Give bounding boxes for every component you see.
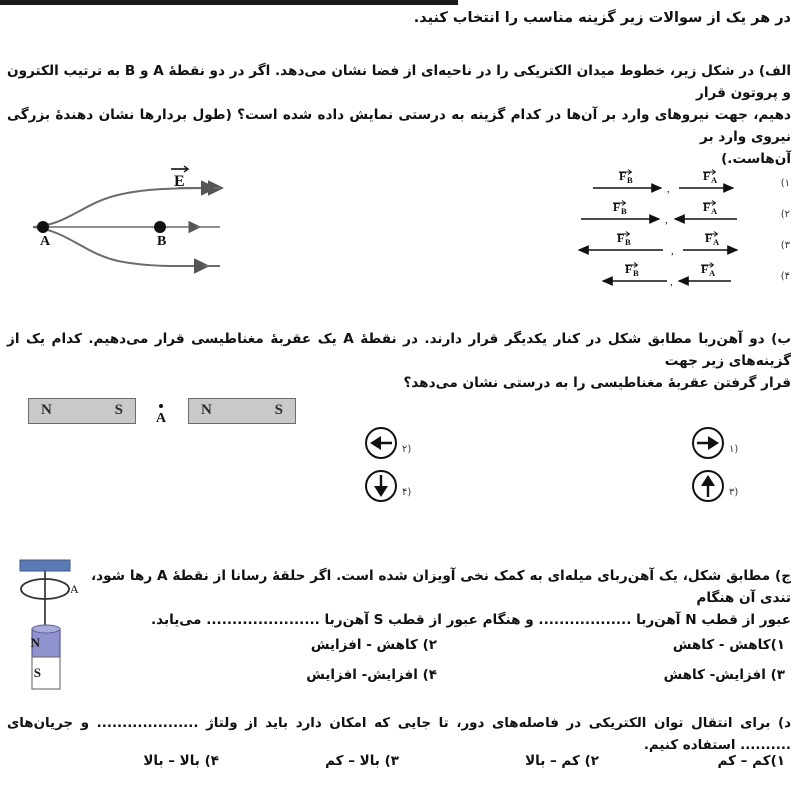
option-be-3-number: ۳) xyxy=(729,486,739,498)
magnet-left-pole-s: S xyxy=(114,402,123,418)
option-2-vectors xyxy=(575,199,775,230)
option-be-3[interactable] xyxy=(690,468,738,504)
question-alef-line2: دهیم، جهت نیروهای وارد بر آن‌ها در کدام گزینه به درستی نمایش داده شده است؟ (طول بردارها نشان دهندهٔ بزرگی نیروی وارد بر xyxy=(7,107,791,146)
svg-text:F: F xyxy=(701,262,709,276)
question-be-text xyxy=(7,328,791,394)
point-a-label: A xyxy=(40,234,51,249)
svg-text:A: A xyxy=(711,206,718,216)
svg-text:F: F xyxy=(613,200,621,214)
svg-text:,: , xyxy=(671,245,674,257)
option-dal-4[interactable]: ۴) بالا – بالا xyxy=(143,753,219,769)
point-b-dot xyxy=(154,221,166,233)
point-a-dot xyxy=(159,404,163,408)
compass-arrow-right-icon xyxy=(690,425,726,461)
question-be-line1: ب) دو آهن‌ربا مطابق شکل در کنار یکدیگر قرار دارند. در نقطهٔ A یک عقربهٔ مغناطیسی قرار می‌دهیم. کدام یک از گزینه‌های زیر جهت xyxy=(7,331,791,370)
question-dal-text xyxy=(7,713,791,756)
magnet-left xyxy=(28,398,136,424)
option-alef-2-number: ۲) xyxy=(780,209,790,220)
point-a-marker xyxy=(148,404,174,427)
option-4-vectors xyxy=(575,261,775,292)
top-black-rule xyxy=(0,0,458,5)
svg-text:F: F xyxy=(705,231,713,245)
option-3-vectors xyxy=(575,230,775,261)
question-alef-line1: الف) در شکل زیر، خطوط میدان الکتریکی را در ناحیه‌ای از فضا نشان می‌دهد. اگر در دو نقطهٔ A و B به ترتیب الکترون و پروتون قرار xyxy=(7,63,791,102)
option-jim-3[interactable]: ۳) افزایش- کاهش xyxy=(663,667,785,683)
option-jim-4[interactable]: ۴) افزایش- افزایش xyxy=(306,667,437,683)
support-bar xyxy=(20,560,70,571)
question-alef-text xyxy=(7,60,791,170)
option-alef-1-number: ۱) xyxy=(780,178,790,189)
question-dal-line1: د) برای انتقال توان الکتریکی در فاصله‌های دور، تا جایی که امکان دارد باید از ولتاژ .................... و جریان‌های .......... استفاده کنیم. xyxy=(7,716,791,753)
option-1-vectors xyxy=(575,168,775,199)
option-be-2-number: ۲) xyxy=(402,443,412,455)
question-be-line2: قرار گرفتن عقربهٔ مغناطیسی را به درستی نشان می‌دهد؟ xyxy=(403,375,791,392)
svg-text:A: A xyxy=(713,237,720,247)
option-be-4-number: ۴) xyxy=(402,486,412,498)
svg-text:A: A xyxy=(709,268,716,278)
svg-text:B: B xyxy=(621,206,627,216)
question-jim-line1: ج) مطابق شکل، یک آهن‌ربای میله‌ای به کمک نخی آویزان شده است. اگر حلقهٔ رسانا از نقطهٔ A رها شود، تندی آن هنگام xyxy=(91,568,792,607)
hanging-magnet-svg xyxy=(8,558,94,698)
option-dal-3[interactable]: ۳) بالا – کم xyxy=(325,753,399,769)
svg-text:F: F xyxy=(703,169,711,183)
svg-text:B: B xyxy=(625,237,631,247)
option-be-4[interactable] xyxy=(363,468,411,504)
option-dal-1[interactable]: ۱)کم – کم xyxy=(717,753,785,769)
svg-text:F: F xyxy=(619,169,627,183)
point-b-label: B xyxy=(157,234,167,249)
svg-text:A: A xyxy=(711,175,718,185)
question-alef-line3: آن‌هاست.) xyxy=(721,151,791,168)
option-jim-1[interactable]: ۱)کاهش - کاهش xyxy=(672,637,785,653)
magnet-left-pole-n: N xyxy=(41,402,52,418)
svg-text:F: F xyxy=(625,262,633,276)
magnet-right xyxy=(188,398,296,424)
compass-arrow-left-icon xyxy=(363,425,399,461)
field-vector-letter: E xyxy=(174,173,185,189)
svg-text:B: B xyxy=(627,175,633,185)
ring-point-a-label: A xyxy=(70,582,79,596)
svg-text:F: F xyxy=(703,200,711,214)
svg-text:B: B xyxy=(633,268,639,278)
compass-arrow-down-icon xyxy=(363,468,399,504)
two-bar-magnets-figure xyxy=(28,398,298,450)
option-alef-3-number: ۳) xyxy=(780,240,790,251)
magnet-pole-s-label: S xyxy=(33,665,41,680)
option-jim-2[interactable]: ۲) کاهش - افزایش xyxy=(310,637,437,653)
question-alef-options xyxy=(575,168,790,292)
point-a-label: A xyxy=(155,411,167,426)
svg-text:,: , xyxy=(665,214,668,226)
option-alef-4[interactable] xyxy=(575,261,790,292)
magnet-pole-n-label: N xyxy=(30,635,40,650)
electric-field-lines-figure xyxy=(28,165,328,285)
svg-text:,: , xyxy=(667,183,670,195)
option-be-1-number: ۱) xyxy=(729,443,739,455)
magnet-top-cap xyxy=(32,625,60,633)
point-a-dot xyxy=(37,221,49,233)
field-line-upper xyxy=(33,188,220,227)
svg-text:,: , xyxy=(670,276,673,288)
option-alef-3[interactable] xyxy=(575,230,790,261)
svg-text:F: F xyxy=(617,231,625,245)
hanging-magnet-figure xyxy=(8,558,94,698)
option-alef-4-number: ۴) xyxy=(780,271,790,282)
question-jim-line2: عبور از قطب N آهن‌ربا .................. و هنگام عبور از قطب S آهن‌ربا ...................... می‌یابد. xyxy=(150,612,791,629)
magnet-right-pole-s: S xyxy=(274,402,283,418)
option-be-2[interactable] xyxy=(363,425,411,461)
option-be-1[interactable] xyxy=(690,425,738,461)
option-alef-1[interactable] xyxy=(575,168,790,199)
option-dal-2[interactable]: ۲) کم – بالا xyxy=(525,753,599,769)
option-alef-2[interactable] xyxy=(575,199,790,230)
field-vector-label xyxy=(167,163,191,189)
instruction-line: در هر یک از سوالات زیر گزینه مناسب را انتخاب کنید. xyxy=(413,10,791,26)
compass-arrow-up-icon xyxy=(690,468,726,504)
question-jim-text xyxy=(91,565,791,631)
magnet-right-pole-n: N xyxy=(201,402,212,418)
